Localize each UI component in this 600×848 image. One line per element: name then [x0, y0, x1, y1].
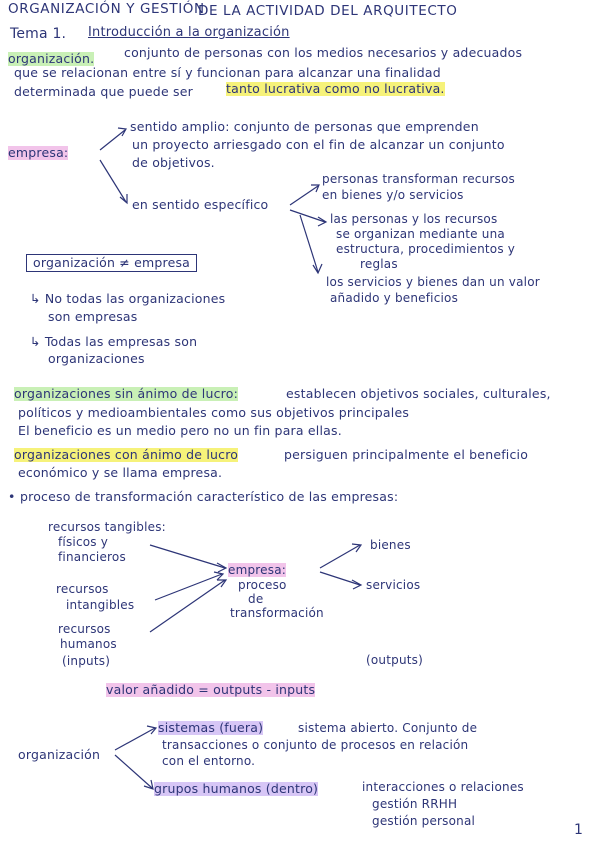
distinction-item-1a: ↳ No todas las organizaciones	[30, 291, 226, 306]
broad-sense-line-1: sentido amplio: conjunto de personas que emprenden	[130, 119, 479, 134]
input-intangible-2: intangibles	[66, 598, 135, 612]
nonprofit-line-1: establecen objetivos sociales, culturales,	[286, 386, 551, 401]
specific-c-line-1: los servicios y bienes dan un valor	[326, 275, 540, 289]
distinction-item-2b: organizaciones	[48, 351, 145, 366]
definition-highlight: tanto lucrativa como no lucrativa.	[226, 81, 445, 96]
topic-title: Introducción a la organización	[88, 25, 290, 40]
specific-b-line-4: reglas	[360, 257, 398, 271]
process-bullet: •	[8, 489, 16, 504]
systems-label: sistemas (fuera)	[158, 720, 264, 735]
specific-a-line-2: en bienes y/o servicios	[322, 188, 464, 202]
systems-line-1: sistema abierto. Conjunto de	[298, 721, 478, 735]
distinction-box: organización ≠ empresa	[26, 254, 197, 272]
systems-line-3: con el entorno.	[162, 754, 256, 768]
definition-line-3: determinada que puede ser	[14, 84, 193, 99]
input-human-1: recursos	[58, 622, 111, 636]
nonprofit-line-2: políticos y medioambientales como sus objetivos principales	[18, 405, 410, 420]
input-tangible-2: físicos y	[58, 535, 109, 549]
inputs-label: (inputs)	[62, 654, 111, 668]
nonprofit-line-3: El beneficio es un medio pero no un fin para ellas.	[18, 423, 342, 438]
arrow-systems	[115, 728, 155, 750]
specific-sense-label: en sentido específico	[132, 197, 269, 212]
systems-line-2: transacciones o conjunto de procesos en relación	[162, 738, 469, 752]
empresa-label: empresa:	[8, 145, 69, 160]
specific-c-line-2: añadido y beneficios	[330, 291, 459, 305]
input-tangible-3: financieros	[58, 550, 126, 564]
distinction-item-2a: ↳ Todas las empresas son	[30, 334, 198, 349]
center-transformacion: transformación	[230, 606, 324, 620]
arrow-specific	[100, 160, 126, 202]
input-tangible-1: recursos tangibles:	[48, 520, 166, 534]
arrow-in1	[150, 545, 225, 568]
distinction-item-1b: son empresas	[48, 309, 138, 324]
course-title-left: ORGANIZACIÓN Y GESTIÓN	[8, 1, 205, 17]
arrow-in2	[155, 574, 222, 600]
definition-term: organización.	[8, 51, 95, 66]
definition-line-2: que se relacionan entre sí y funcionan para alcanzar una finalidad	[14, 65, 441, 80]
arrow-broad	[100, 130, 125, 150]
output-servicios: servicios	[366, 578, 421, 592]
course-title-right: DE LA ACTIVIDAD DEL ARQUITECTO	[198, 3, 458, 19]
groups-line-3: gestión personal	[372, 814, 476, 828]
center-empresa: empresa:	[228, 563, 286, 577]
org-tree-label: organización	[18, 747, 101, 762]
groups-line-1: interacciones o relaciones	[362, 780, 524, 794]
broad-sense-line-2: un proyecto arriesgado con el fin de alcanzar un conjunto	[132, 137, 505, 152]
topic-number: Tema 1.	[10, 26, 67, 42]
arrow-spec-c	[300, 215, 318, 272]
arrow-groups	[115, 755, 152, 788]
arrow-spec-a	[290, 186, 318, 205]
profit-line-2: económico y se llama empresa.	[18, 465, 223, 480]
nonprofit-label: organizaciones sin ánimo de lucro:	[14, 386, 238, 401]
groups-line-2: gestión RRHH	[372, 797, 458, 811]
profit-label: organizaciones con ánimo de lucro	[14, 447, 239, 462]
output-bienes: bienes	[370, 538, 411, 552]
broad-sense-line-3: de objetivos.	[132, 155, 215, 170]
definition-line-1: conjunto de personas con los medios necesarios y adecuados	[124, 45, 523, 60]
specific-b-line-1: las personas y los recursos	[330, 212, 498, 226]
arrow-spec-b	[290, 210, 325, 222]
arrow-out1	[320, 545, 360, 568]
page-number: 1	[574, 822, 583, 838]
specific-a-line-1: personas transforman recursos	[322, 172, 515, 186]
input-intangible-1: recursos	[56, 582, 109, 596]
process-intro: proceso de transformación característico de las empresas:	[20, 489, 399, 504]
value-added-formula: valor añadido = outputs - inputs	[106, 682, 316, 697]
arrow-out2	[320, 572, 360, 585]
center-de: de	[248, 592, 264, 606]
groups-label: grupos humanos (dentro)	[154, 781, 319, 796]
profit-line-1: persiguen principalmente el beneficio	[284, 447, 529, 462]
specific-b-line-2: se organizan mediante una	[336, 227, 505, 241]
outputs-label: (outputs)	[366, 653, 423, 667]
center-proceso: proceso	[238, 578, 287, 592]
specific-b-line-3: estructura, procedimientos y	[336, 242, 516, 256]
input-human-2: humanos	[60, 637, 117, 651]
